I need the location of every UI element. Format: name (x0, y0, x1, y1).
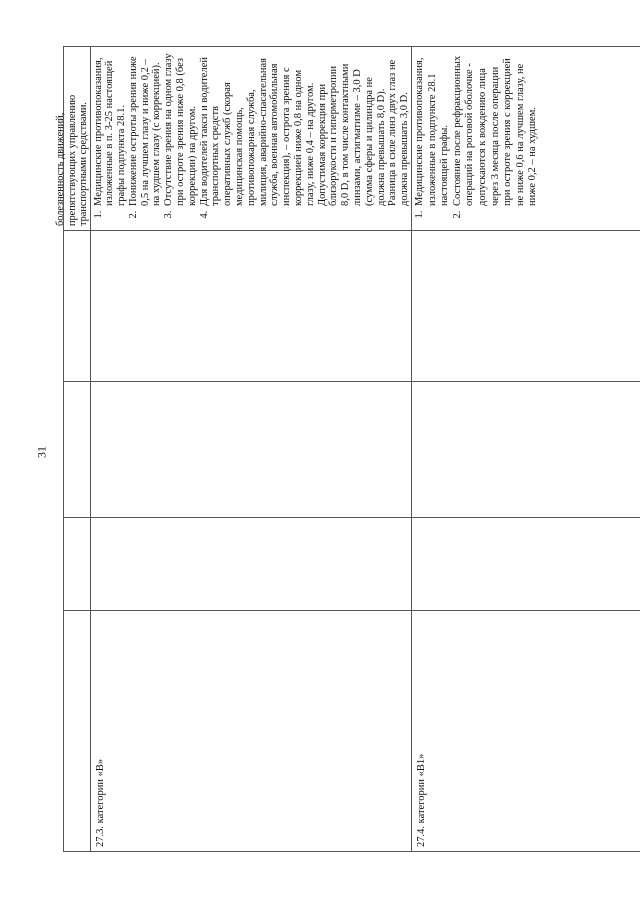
table-cell (412, 231, 640, 382)
table-cell (64, 518, 91, 611)
table-cell-category-label (412, 611, 640, 852)
table-cell (90, 382, 412, 518)
rotated-page-content (55, 47, 578, 852)
medical-contraindications-table (55, 46, 640, 852)
list-item: 2. Состояние после рефракционных операций на роговой оболочке - допускаются к вождению лица через 3 месяца после операции при остроте зрения с коррекцией не ниже 0,6 на лучшем глазу, не ниже 0,2 – на худшем. (452, 51, 540, 208)
table-cell-contraindications (90, 47, 412, 231)
category-label: 27.4. категории «B1» (416, 753, 428, 847)
list-item: 1. Медицинские противопоказания, изложенные в п. 3-25 настоящей графы подпункта 28.1. (93, 51, 128, 208)
list-item: 3. Отсутствие зрения на одном глазу при остроте зрения ниже 0,8 (без коррекции) на другом. (163, 51, 198, 208)
table-cell (64, 231, 91, 382)
table-cell-category-label (90, 611, 412, 852)
table-cell (64, 382, 91, 518)
continuation-text: болезненность движений, препятствующих управлению транспортными средствами. (55, 94, 89, 226)
table-cell (90, 518, 412, 611)
table-cell (64, 611, 91, 852)
contraindication-list (414, 51, 540, 226)
contraindication-list (93, 51, 412, 226)
category-label: 27.3. категории «B» (94, 758, 106, 847)
list-item: 2. Понижение остроты зрения ниже 0,5 на лучшем глазу и ниже 0,2 – на худшем глазу (с коррекцией). (128, 51, 163, 208)
table-cell-continuation (55, 47, 91, 231)
table-cell (412, 382, 640, 518)
table-cell (90, 231, 412, 382)
table-row-continuation (64, 47, 91, 852)
table-row-category-b (90, 47, 412, 852)
table-cell (412, 518, 640, 611)
table-row-category-b1 (412, 47, 640, 852)
page-number: 31 (34, 446, 49, 458)
list-item: 4. Для водителей такси и водителей транспортных средств оперативных служб (скорая медицинская помощь, противопожарная служба, милиция, аварийно-спасательная служба, военная автомобильная инспекция), – острота зрения с коррекцией ниже 0,8 на одном глазу, ниже 0,4 – на другом. Допустимая коррекция при близорукости и гиперметропии 8,0 D, в том числе контактными линзами, астигматизме – 3,0 D (сумма сферы и цилиндра не должна превышать 8,0 D). Разница в силе линз двух глаз не должна превышать 3,0 D. (199, 51, 411, 208)
list-item: 1. Медицинские противопоказания, изложенные в подпункте 28.1 настоящей графы. (414, 51, 452, 208)
table-cell-contraindications (412, 47, 640, 231)
